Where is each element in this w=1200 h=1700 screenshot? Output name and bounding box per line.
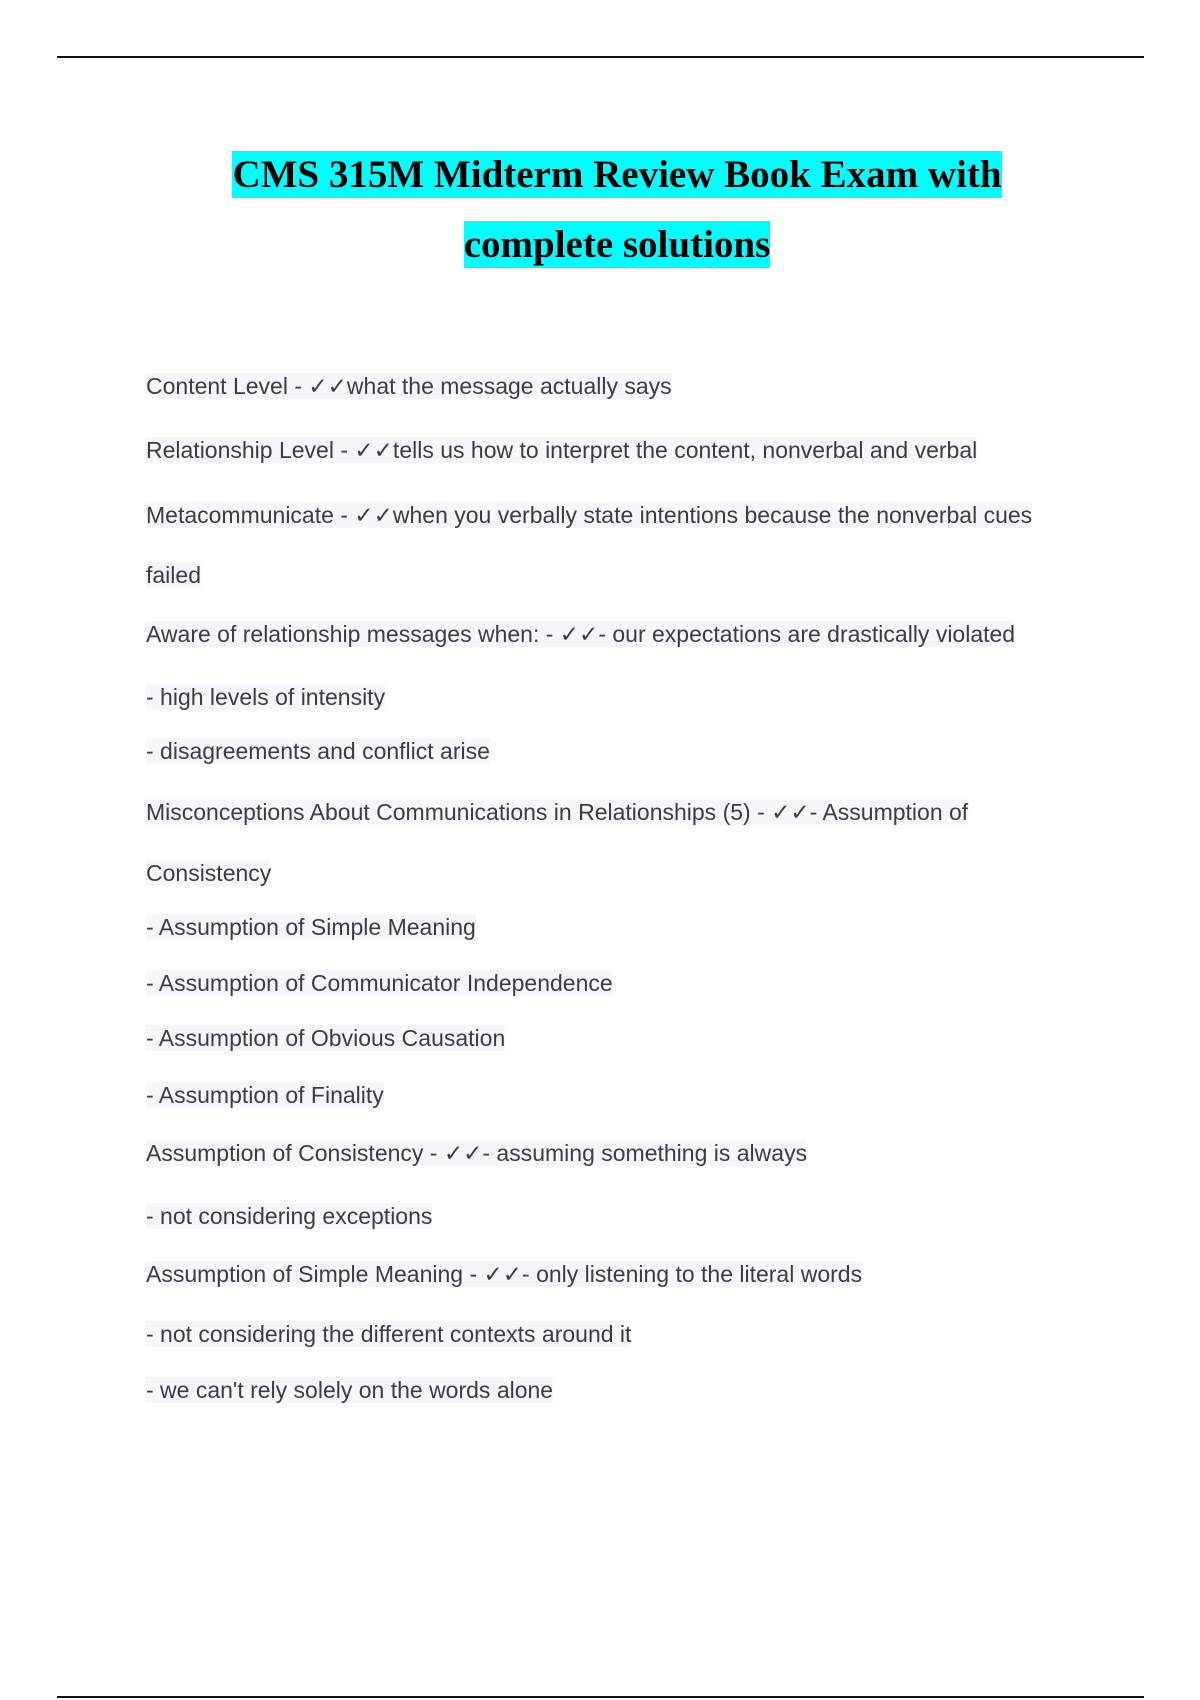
bottom-rule [57,1696,1144,1698]
text-line: Aware of relationship messages when: - ✓✓- our expectations are drastically violated [146,621,1016,647]
text-line: - we can't rely solely on the words alone [146,1377,554,1403]
title-line-1 [0,140,1200,210]
title-line-1-text: CMS 315M Midterm Review Book Exam with [232,153,1002,196]
text-line: - Assumption of Obvious Causation [146,1025,506,1051]
text-line: - not considering exceptions [146,1203,433,1229]
text-line: Content Level - ✓✓what the message actually says [146,373,672,399]
text-line: - not considering the different contexts around it [146,1321,632,1347]
text-line: Relationship Level - ✓✓tells us how to interpret the content, nonverbal and verbal [146,437,978,463]
text-line: Misconceptions About Communications in Relationships (5) - ✓✓- Assumption of [146,799,969,825]
text-line: - disagreements and conflict arise [146,738,490,764]
document-title [0,140,1200,280]
text-line: - high levels of intensity [146,684,386,710]
text-line: Assumption of Consistency - ✓✓- assuming something is always [146,1140,808,1166]
title-line-2 [0,210,1200,280]
text-line: - Assumption of Communicator Independence [146,970,613,996]
text-line: Consistency [146,860,272,886]
title-line-2-text: complete solutions [463,223,771,266]
text-line: Assumption of Simple Meaning - ✓✓- only listening to the literal words [146,1261,863,1287]
text-line: Metacommunicate - ✓✓when you verbally state intentions because the nonverbal cues [146,502,1033,528]
text-line: failed [146,562,201,588]
text-line: - Assumption of Finality [146,1082,384,1108]
text-line: - Assumption of Simple Meaning [146,914,476,940]
top-rule [57,56,1144,58]
